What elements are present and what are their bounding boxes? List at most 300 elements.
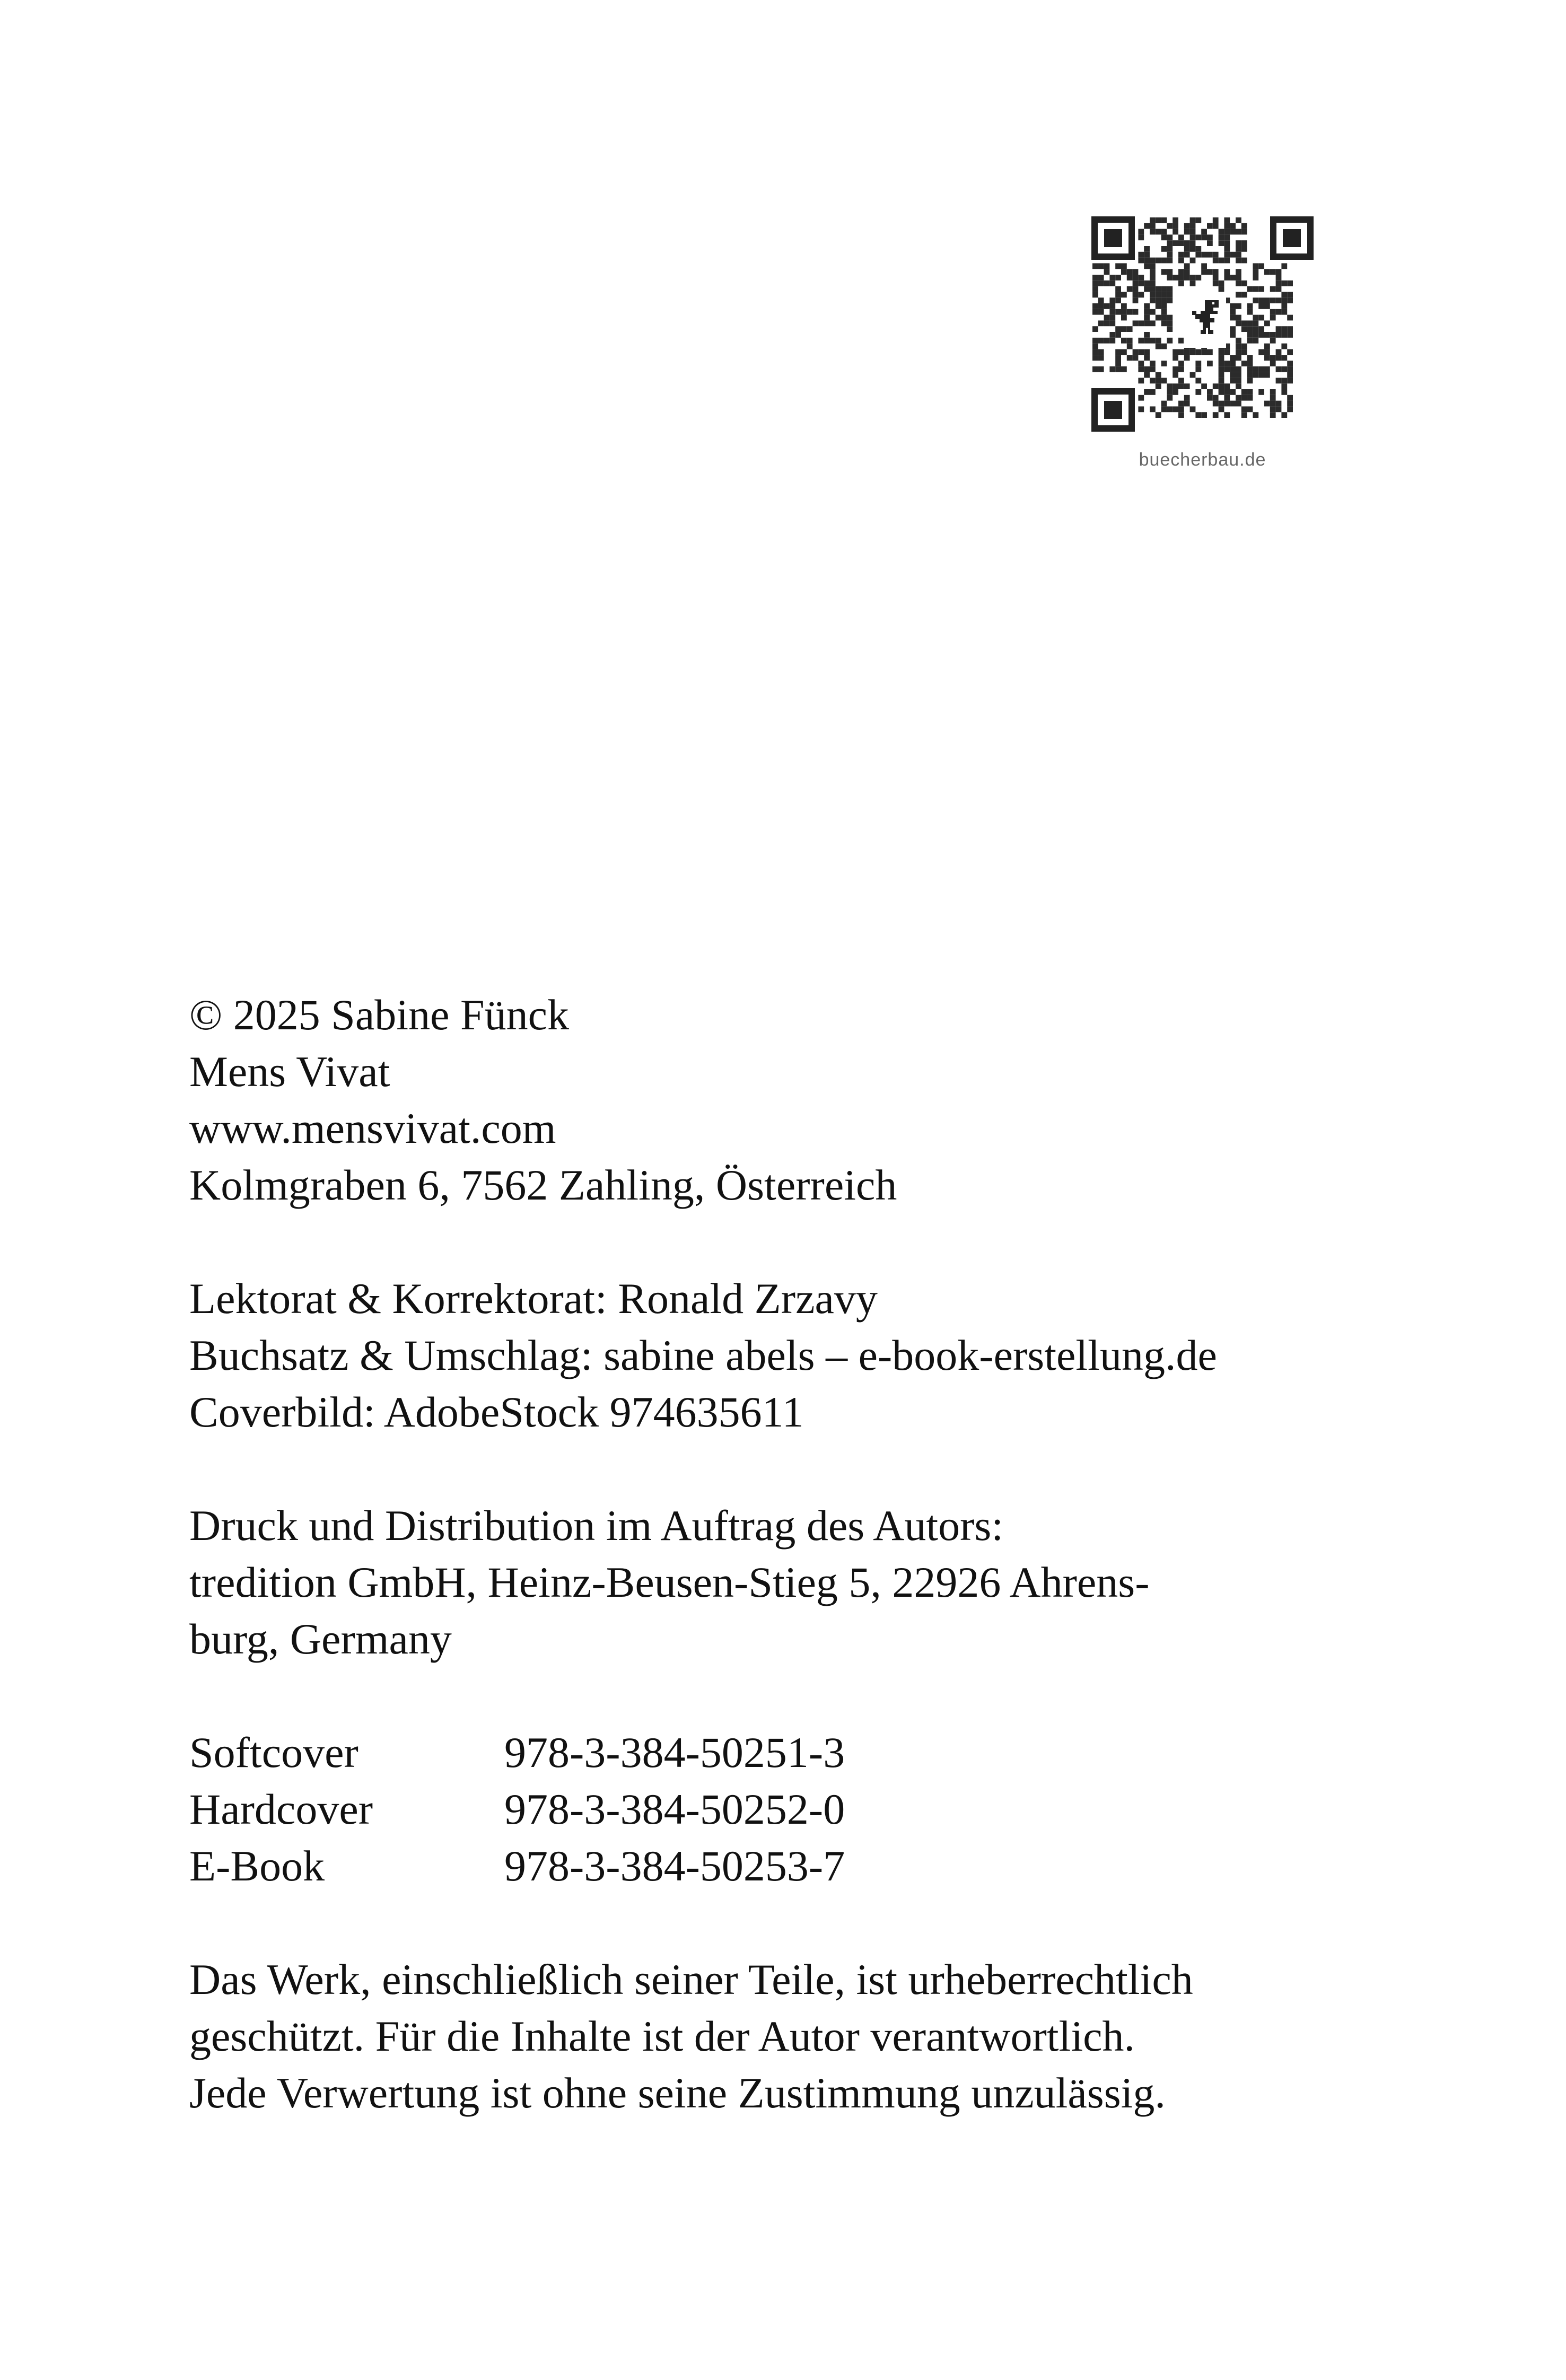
qr-module xyxy=(1133,320,1139,326)
qr-module xyxy=(1201,229,1207,235)
qr-module xyxy=(1138,338,1144,344)
qr-module xyxy=(1230,361,1236,366)
qr-module xyxy=(1213,395,1219,401)
qr-code-graphic xyxy=(1066,191,1339,445)
qr-module xyxy=(1281,389,1287,395)
qr-module xyxy=(1230,355,1236,361)
qr-module xyxy=(1247,338,1253,344)
qr-module xyxy=(1230,389,1236,395)
qr-module xyxy=(1287,332,1293,338)
qr-module xyxy=(1156,315,1161,321)
qr-module xyxy=(1224,275,1230,281)
qr-module xyxy=(1173,223,1178,229)
qr-module xyxy=(1270,338,1276,344)
qr-module xyxy=(1224,349,1230,355)
qr-module xyxy=(1156,258,1161,264)
qr-module xyxy=(1230,378,1236,383)
qr-module xyxy=(1190,240,1196,246)
publisher-website[interactable]: www.mensvivat.com xyxy=(189,1104,556,1152)
qr-module xyxy=(1150,263,1156,269)
qr-module xyxy=(1247,361,1253,366)
qr-module xyxy=(1241,240,1247,246)
qr-module xyxy=(1173,349,1178,355)
qr-module xyxy=(1236,292,1241,298)
qr-module xyxy=(1219,281,1224,286)
qr-module xyxy=(1127,355,1133,361)
qr-module xyxy=(1258,286,1264,292)
isbn-format: E-Book xyxy=(189,1842,325,1890)
qr-module xyxy=(1241,395,1247,401)
qr-module xyxy=(1241,281,1247,286)
qr-module xyxy=(1253,269,1258,275)
qr-module xyxy=(1184,383,1190,389)
qr-module xyxy=(1092,303,1098,309)
qr-caption: buecherbau.de xyxy=(1139,450,1266,470)
distribution-section xyxy=(189,1497,1409,1667)
qr-module xyxy=(1258,303,1264,309)
qr-module xyxy=(1167,269,1173,275)
publisher-address: Kolmgraben 6, 7562 Zahling, Österreich xyxy=(189,1161,897,1209)
qr-module xyxy=(1173,389,1178,395)
qr-module xyxy=(1184,229,1190,235)
qr-module xyxy=(1213,412,1219,418)
qr-module xyxy=(1287,326,1293,332)
qr-module xyxy=(1098,355,1104,361)
dinosaur-icon xyxy=(1184,295,1226,348)
qr-module xyxy=(1138,366,1144,372)
qr-module xyxy=(1236,303,1241,309)
qr-module xyxy=(1150,258,1156,264)
notice-line-1: Das Werk, einschließlich seiner Teile, ist urheberrechtlich xyxy=(189,1955,1193,2003)
qr-module xyxy=(1092,326,1098,332)
qr-module xyxy=(1133,286,1139,292)
qr-module xyxy=(1219,258,1224,264)
isbn-row-hardcover xyxy=(189,1781,1409,1838)
qr-module xyxy=(1224,223,1230,229)
qr-module xyxy=(1144,372,1150,378)
qr-module xyxy=(1115,298,1121,303)
qr-module xyxy=(1190,223,1196,229)
qr-module xyxy=(1178,252,1184,258)
qr-module xyxy=(1230,372,1236,378)
qr-module xyxy=(1258,389,1264,395)
qr-module xyxy=(1178,378,1184,383)
isbn-row-ebook xyxy=(189,1838,1409,1894)
qr-module xyxy=(1173,275,1178,281)
qr-module xyxy=(1167,326,1173,332)
qr-module xyxy=(1264,269,1270,275)
qr-module xyxy=(1276,406,1282,412)
qr-module xyxy=(1219,361,1224,366)
qr-module xyxy=(1098,366,1104,372)
qr-module xyxy=(1247,406,1253,412)
qr-module xyxy=(1167,320,1173,326)
qr-module xyxy=(1236,372,1241,378)
qr-module xyxy=(1230,309,1236,315)
editing-credit: Lektorat & Korrektorat: Ronald Zrzavy xyxy=(189,1274,878,1323)
qr-module xyxy=(1109,298,1115,303)
qr-module xyxy=(1167,252,1173,258)
qr-module xyxy=(1109,366,1115,372)
qr-module xyxy=(1150,361,1156,366)
qr-module xyxy=(1201,252,1207,258)
qr-module xyxy=(1167,383,1173,389)
qr-module xyxy=(1178,401,1184,407)
qr-module xyxy=(1247,326,1253,332)
qr-module xyxy=(1161,320,1167,326)
qr-module xyxy=(1236,366,1241,372)
qr-module xyxy=(1207,252,1213,258)
qr-module xyxy=(1230,229,1236,235)
qr-module xyxy=(1219,355,1224,361)
qr-module xyxy=(1230,401,1236,407)
qr-module xyxy=(1247,332,1253,338)
qr-module xyxy=(1150,406,1156,412)
qr-module xyxy=(1264,332,1270,338)
qr-module xyxy=(1195,275,1201,281)
qr-module xyxy=(1161,234,1167,240)
qr-module xyxy=(1230,315,1236,321)
qr-module xyxy=(1236,269,1241,275)
qr-module xyxy=(1167,389,1173,395)
qr-module xyxy=(1133,298,1139,303)
imprint-block xyxy=(189,986,1409,2178)
qr-module xyxy=(1121,303,1127,309)
qr-module xyxy=(1247,366,1253,372)
qr-module xyxy=(1201,263,1207,269)
qr-module xyxy=(1138,234,1144,240)
qr-module xyxy=(1150,292,1156,298)
qr-module xyxy=(1247,378,1253,383)
qr-module xyxy=(1219,378,1224,383)
qr-module xyxy=(1115,275,1121,281)
qr-module xyxy=(1190,372,1196,378)
qr-module xyxy=(1213,258,1219,264)
finder-pattern-bottom-left xyxy=(1091,388,1135,432)
qr-module xyxy=(1121,366,1127,372)
qr-module xyxy=(1270,332,1276,338)
qr-module xyxy=(1230,252,1236,258)
qr-module xyxy=(1190,229,1196,235)
qr-module xyxy=(1253,326,1258,332)
qr-module xyxy=(1247,320,1253,326)
qr-module xyxy=(1150,389,1156,395)
qr-module xyxy=(1167,338,1173,344)
qr-module xyxy=(1281,281,1287,286)
qr-module xyxy=(1092,309,1098,315)
qr-module xyxy=(1230,366,1236,372)
qr-module xyxy=(1121,315,1127,321)
qr-module xyxy=(1161,292,1167,298)
qr-module xyxy=(1224,217,1230,223)
qr-module xyxy=(1264,344,1270,349)
qr-module xyxy=(1258,298,1264,303)
qr-module xyxy=(1115,366,1121,372)
qr-module xyxy=(1109,315,1115,321)
notice-line-2: geschützt. Für die Inhalte ist der Autor verantwortlich. xyxy=(189,2012,1135,2060)
qr-module xyxy=(1287,292,1293,298)
qr-module xyxy=(1224,252,1230,258)
distribution-line-2: tredition GmbH, Heinz-Beusen-Stieg 5, 22926 Ahrens- xyxy=(189,1558,1150,1606)
qr-module xyxy=(1264,355,1270,361)
qr-module xyxy=(1138,252,1144,258)
qr-module xyxy=(1224,240,1230,246)
qr-module xyxy=(1281,309,1287,315)
qr-module xyxy=(1190,406,1196,412)
qr-module xyxy=(1098,349,1104,355)
qr-module xyxy=(1156,292,1161,298)
qr-module xyxy=(1207,361,1213,366)
qr-module xyxy=(1144,366,1150,372)
qr-module xyxy=(1195,366,1201,372)
qr-module xyxy=(1109,281,1115,286)
qr-module xyxy=(1253,332,1258,338)
qr-module xyxy=(1167,292,1173,298)
qr-module xyxy=(1109,320,1115,326)
qr-module xyxy=(1207,223,1213,229)
qr-module xyxy=(1161,401,1167,407)
qr-module xyxy=(1133,292,1139,298)
qr-module xyxy=(1190,246,1196,252)
qr-module xyxy=(1167,286,1173,292)
qr-module xyxy=(1195,246,1201,252)
qr-module xyxy=(1167,234,1173,240)
qr-module xyxy=(1195,378,1201,383)
qr-module xyxy=(1241,389,1247,395)
qr-module xyxy=(1224,246,1230,252)
qr-module xyxy=(1230,223,1236,229)
qr-module xyxy=(1138,320,1144,326)
qr-module xyxy=(1281,292,1287,298)
isbn-number: 978-3-384-50251-3 xyxy=(504,1728,845,1777)
isbn-row-softcover xyxy=(189,1724,1409,1781)
distribution-line-1: Druck und Distribution im Auftrag des Autors: xyxy=(189,1501,1004,1550)
qr-module xyxy=(1276,298,1282,303)
qr-module xyxy=(1287,349,1293,355)
qr-module xyxy=(1150,286,1156,292)
qr-module xyxy=(1207,349,1213,355)
qr-module xyxy=(1213,252,1219,258)
qr-module xyxy=(1115,263,1121,269)
qr-module xyxy=(1178,361,1184,366)
qr-module xyxy=(1195,234,1201,240)
qr-module xyxy=(1253,286,1258,292)
qr-module xyxy=(1253,320,1258,326)
qr-module xyxy=(1127,309,1133,315)
qr-module xyxy=(1098,263,1104,269)
qr-module xyxy=(1167,395,1173,401)
qr-module xyxy=(1161,378,1167,383)
qr-module xyxy=(1115,355,1121,361)
qr-module xyxy=(1138,258,1144,264)
qr-module xyxy=(1115,332,1121,338)
qr-module xyxy=(1276,332,1282,338)
qr-module xyxy=(1161,406,1167,412)
qr-module xyxy=(1115,326,1121,332)
qr-module xyxy=(1241,406,1247,412)
qr-module xyxy=(1281,303,1287,309)
qr-module xyxy=(1161,217,1167,223)
qr-module xyxy=(1184,269,1190,275)
qr-module xyxy=(1287,298,1293,303)
qr-module xyxy=(1195,217,1201,223)
qr-module xyxy=(1092,344,1098,349)
qr-module xyxy=(1236,401,1241,407)
qr-module xyxy=(1276,378,1282,383)
qr-module xyxy=(1253,338,1258,344)
qr-module xyxy=(1127,269,1133,275)
qr-module xyxy=(1213,269,1219,275)
qr-module xyxy=(1264,298,1270,303)
qr-module xyxy=(1121,338,1127,344)
qr-module xyxy=(1213,223,1219,229)
credits-section xyxy=(189,1270,1409,1440)
qr-module xyxy=(1150,229,1156,235)
qr-module xyxy=(1092,292,1098,298)
qr-module xyxy=(1276,286,1282,292)
qr-module xyxy=(1258,263,1264,269)
qr-module xyxy=(1230,332,1236,338)
qr-module xyxy=(1224,389,1230,395)
qr-module xyxy=(1281,332,1287,338)
qr-module xyxy=(1270,406,1276,412)
qr-module xyxy=(1156,344,1161,349)
finder-pattern-top-left xyxy=(1091,216,1135,260)
qr-module xyxy=(1287,315,1293,321)
qr-module xyxy=(1115,349,1121,355)
qr-module xyxy=(1236,275,1241,281)
qr-module xyxy=(1190,349,1196,355)
qr-module xyxy=(1224,234,1230,240)
qr-module xyxy=(1287,281,1293,286)
qr-module xyxy=(1104,315,1110,321)
copyright-notice xyxy=(189,1951,1409,2121)
qr-module xyxy=(1219,240,1224,246)
qr-module xyxy=(1201,412,1207,418)
qr-module xyxy=(1241,412,1247,418)
qr-module xyxy=(1224,229,1230,235)
qr-module xyxy=(1264,303,1270,309)
qr-module xyxy=(1241,326,1247,332)
qr-module xyxy=(1173,383,1178,389)
qr-module xyxy=(1219,366,1224,372)
qr-module xyxy=(1178,275,1184,281)
qr-module xyxy=(1236,315,1241,321)
qr-module xyxy=(1161,229,1167,235)
qr-module xyxy=(1104,281,1110,286)
copyright-section xyxy=(189,986,1409,1213)
qr-module xyxy=(1247,395,1253,401)
qr-module xyxy=(1276,349,1282,355)
qr-module xyxy=(1121,292,1127,298)
qr-module xyxy=(1138,229,1144,235)
qr-module xyxy=(1167,240,1173,246)
qr-module xyxy=(1144,281,1150,286)
qr-module xyxy=(1276,355,1282,361)
qr-module xyxy=(1092,355,1098,361)
qr-module xyxy=(1121,309,1127,315)
qr-module xyxy=(1247,303,1253,309)
qr-module xyxy=(1184,246,1190,252)
qr-module xyxy=(1184,240,1190,246)
qr-module xyxy=(1178,240,1184,246)
qr-module xyxy=(1115,361,1121,366)
qr-module xyxy=(1092,338,1098,344)
qr-code[interactable] xyxy=(1066,191,1339,480)
qr-module xyxy=(1236,320,1241,326)
qr-module xyxy=(1253,275,1258,281)
qr-module xyxy=(1098,309,1104,315)
qr-module xyxy=(1156,372,1161,378)
isbn-format: Hardcover xyxy=(189,1785,373,1833)
qr-module xyxy=(1178,383,1184,389)
qr-module xyxy=(1109,303,1115,309)
qr-module xyxy=(1184,263,1190,269)
qr-module xyxy=(1161,361,1167,366)
qr-module xyxy=(1138,395,1144,401)
qr-module xyxy=(1241,223,1247,229)
qr-module xyxy=(1150,269,1156,275)
qr-module xyxy=(1092,349,1098,355)
isbn-section xyxy=(189,1724,1409,1894)
qr-module xyxy=(1098,320,1104,326)
qr-module xyxy=(1236,281,1241,286)
qr-module xyxy=(1230,275,1236,281)
qr-module xyxy=(1287,395,1293,401)
qr-module xyxy=(1109,332,1115,338)
qr-module xyxy=(1281,383,1287,389)
qr-module xyxy=(1184,395,1190,401)
qr-module xyxy=(1270,269,1276,275)
qr-module xyxy=(1253,372,1258,378)
qr-module xyxy=(1144,223,1150,229)
qr-module xyxy=(1144,246,1150,252)
qr-module xyxy=(1195,412,1201,418)
qr-module xyxy=(1173,240,1178,246)
qr-module xyxy=(1150,275,1156,281)
publisher-name: Mens Vivat xyxy=(189,1047,390,1096)
qr-module xyxy=(1224,361,1230,366)
finder-pattern-top-right xyxy=(1270,216,1314,260)
qr-module xyxy=(1253,263,1258,269)
qr-module xyxy=(1224,383,1230,389)
qr-module xyxy=(1161,303,1167,309)
qr-module xyxy=(1104,269,1110,275)
qr-module xyxy=(1241,292,1247,298)
qr-module xyxy=(1161,246,1167,252)
qr-module xyxy=(1270,401,1276,407)
qr-module xyxy=(1144,263,1150,269)
qr-module xyxy=(1150,338,1156,344)
qr-module xyxy=(1092,263,1098,269)
qr-module xyxy=(1161,344,1167,349)
qr-module xyxy=(1173,366,1178,372)
qr-module xyxy=(1241,361,1247,366)
qr-module xyxy=(1167,246,1173,252)
isbn-number: 978-3-384-50252-0 xyxy=(504,1785,845,1833)
qr-module xyxy=(1276,275,1282,281)
qr-module xyxy=(1161,309,1167,315)
qr-module xyxy=(1270,395,1276,401)
qr-module xyxy=(1167,223,1173,229)
qr-module xyxy=(1270,412,1276,418)
qr-module xyxy=(1161,258,1167,264)
qr-module xyxy=(1104,338,1110,344)
qr-module xyxy=(1098,338,1104,344)
qr-module xyxy=(1236,338,1241,344)
qr-module xyxy=(1092,281,1098,286)
qr-module xyxy=(1236,349,1241,355)
